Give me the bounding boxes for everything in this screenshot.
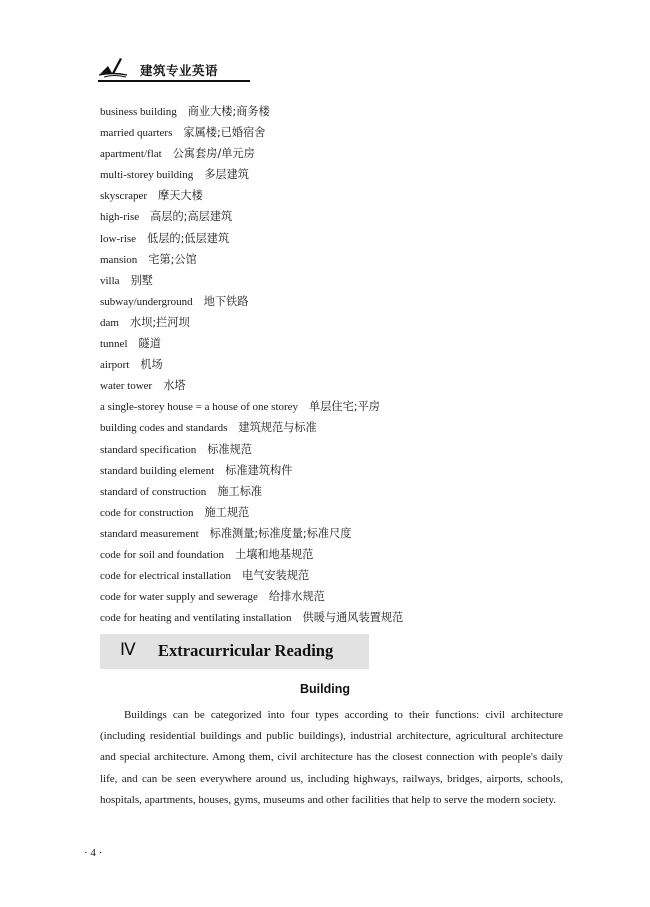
vocab-chinese: 家属楼;已婚宿舍 <box>183 126 266 140</box>
vocab-chinese: 施工标准 <box>217 484 263 498</box>
vocab-item <box>100 291 580 312</box>
vocab-item <box>100 206 580 227</box>
vocab-item <box>100 523 580 544</box>
section-number: Ⅳ <box>120 640 136 659</box>
reading-paragraph: Buildings can be categorized into four types according to their functions: civil architecture (including residential buildings and public buildings), industrial architecture, agricultural architecture and special architecture. Among them, civil architecture has the closest connection with people's daily life, and can be seen everywhere around us, including highways, railways, bridges, airports, schools, hospitals, apartments, houses, gyms, museums and other facilities that help to serve the modern society. <box>100 709 563 806</box>
vocab-item <box>100 565 580 586</box>
vocab-item <box>100 460 580 481</box>
vocab-item <box>100 101 580 122</box>
vocab-item <box>100 439 580 460</box>
vocab-chinese: 商业大楼;商务楼 <box>187 105 270 118</box>
vocab-item <box>100 396 580 417</box>
vocab-item <box>100 502 580 523</box>
vocab-chinese: 机场 <box>140 358 163 372</box>
header-divider <box>98 80 250 82</box>
vocab-item <box>100 375 580 396</box>
vocab-item <box>100 607 580 628</box>
vocab-chinese: 别墅 <box>130 273 153 287</box>
vocab-chinese: 施工规范 <box>204 505 250 519</box>
vocab-chinese: 公寓套房/单元房 <box>172 147 255 161</box>
vocab-english: a single-storey house = a house of one storey <box>100 401 299 414</box>
vocabulary-list <box>100 101 580 628</box>
vocab-item <box>100 228 580 249</box>
vocab-english: villa <box>100 274 120 287</box>
vocab-english: water tower <box>100 380 153 393</box>
book-title: 建筑专业英语 <box>140 63 219 78</box>
vocab-english: mansion <box>100 253 138 266</box>
section-heading <box>100 634 369 669</box>
page-number: · 4 · <box>84 847 103 859</box>
vocab-chinese: 电气安装规范 <box>242 569 310 583</box>
vocab-chinese: 低层的;低层建筑 <box>147 231 230 245</box>
vocab-chinese: 隧道 <box>138 337 161 351</box>
vocab-english: business building <box>100 106 177 118</box>
vocab-item <box>100 143 580 164</box>
vocab-item <box>100 333 580 354</box>
vocab-english: code for electrical installation <box>100 570 232 583</box>
book-pen-logo-icon <box>98 54 128 78</box>
vocab-english: subway/underground <box>100 295 193 308</box>
vocab-english: low-rise <box>100 232 137 245</box>
vocab-english: skyscraper <box>100 190 148 203</box>
page-header <box>98 52 250 82</box>
vocab-item <box>100 417 580 438</box>
vocab-english: code for water supply and sewerage <box>100 591 258 604</box>
vocab-chinese: 水坝;拦河坝 <box>129 315 190 329</box>
vocab-chinese: 标准建筑构件 <box>225 463 293 477</box>
vocab-item <box>100 544 580 565</box>
reading-title: Building <box>300 682 350 696</box>
vocab-english: standard of construction <box>100 485 207 498</box>
vocab-english: multi-storey building <box>100 169 194 182</box>
vocab-item <box>100 249 580 270</box>
vocab-item <box>100 481 580 502</box>
vocab-chinese: 多层建筑 <box>204 168 249 182</box>
vocab-item <box>100 122 580 143</box>
vocab-item <box>100 586 580 607</box>
vocab-chinese: 单层住宅;平房 <box>309 400 380 414</box>
vocab-chinese: 供暖与通风装置规范 <box>302 611 404 625</box>
vocab-english: airport <box>100 359 130 372</box>
vocab-chinese: 建筑规范与标准 <box>238 421 317 435</box>
vocab-english: code for soil and foundation <box>100 548 225 561</box>
vocab-english: apartment/flat <box>100 148 162 161</box>
section-title: Extracurricular Reading <box>158 641 334 660</box>
vocab-item <box>100 164 580 185</box>
vocab-chinese: 摩天大楼 <box>158 189 203 203</box>
vocab-chinese: 宅第;公馆 <box>148 252 197 266</box>
vocab-chinese: 水塔 <box>163 379 186 393</box>
vocab-chinese: 标准规范 <box>207 442 252 456</box>
vocab-english: high-rise <box>100 211 140 224</box>
vocab-english: tunnel <box>100 338 128 351</box>
vocab-chinese: 地下铁路 <box>203 294 249 308</box>
vocab-english: code for heating and ventilating installation <box>100 612 292 625</box>
vocab-item <box>100 312 580 333</box>
vocab-chinese: 高层的;高层建筑 <box>150 210 233 224</box>
vocab-english: code for construction <box>100 506 194 519</box>
vocab-chinese: 给排水规范 <box>268 590 325 604</box>
vocab-chinese: 标准测量;标准度量;标准尺度 <box>209 526 352 540</box>
vocab-english: dam <box>100 316 119 329</box>
vocab-english: standard measurement <box>100 527 199 540</box>
vocab-item <box>100 270 580 291</box>
vocab-english: building codes and standards <box>100 422 228 435</box>
vocab-item <box>100 354 580 375</box>
vocab-english: standard building element <box>100 464 215 477</box>
vocab-english: married quarters <box>100 127 173 140</box>
vocab-english: standard specification <box>100 443 197 456</box>
vocab-chinese: 土壤和地基规范 <box>235 547 314 561</box>
vocab-item <box>100 185 580 206</box>
